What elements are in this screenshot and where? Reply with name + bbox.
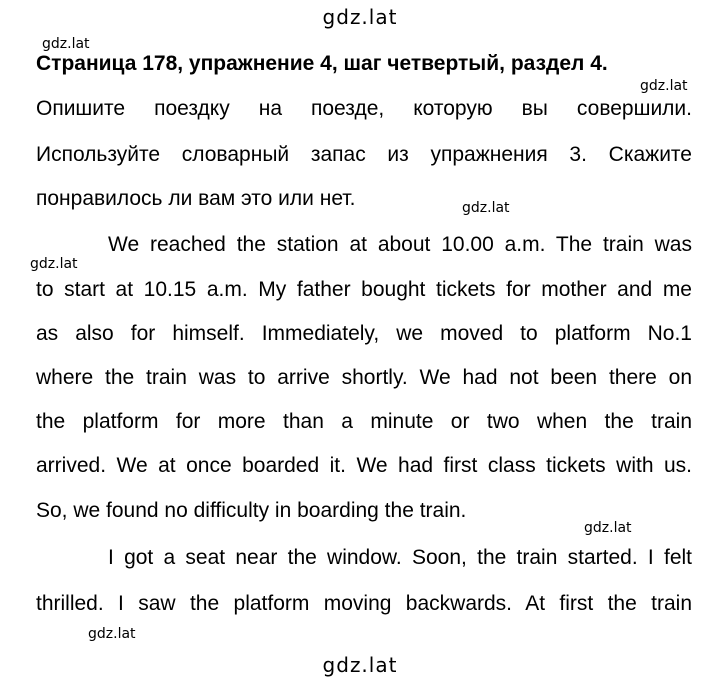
answer-line: where the train was to arrive shortly. We had not been there on — [36, 366, 692, 389]
watermark: gdz.lat — [88, 626, 136, 642]
answer-line: thrilled. I saw the platform moving backwards. At first the train — [36, 592, 692, 615]
watermark: gdz.lat — [584, 520, 632, 536]
task-line: Опишите поездку на поезде, которую вы совершили. — [36, 97, 692, 120]
task-line: понравилось ли вам это или нет. — [36, 187, 356, 210]
watermark: gdz.lat — [640, 78, 688, 94]
answer-line: the platform for more than a minute or two when the train — [36, 410, 692, 433]
watermark: gdz.lat — [462, 200, 510, 216]
watermark: gdz.lat — [30, 256, 78, 272]
watermark-bottom: gdz.lat — [322, 653, 398, 677]
answer-line: We reached the station at about 10.00 a.m. The train was — [108, 233, 692, 256]
answer-line: to start at 10.15 a.m. My father bought tickets for mother and me — [36, 278, 692, 301]
answer-line: as also for himself. Immediately, we moved to platform No.1 — [36, 322, 692, 345]
task-line: Используйте словарный запас из упражнения 3. Скажите — [36, 143, 692, 166]
answer-line: I got a seat near the window. Soon, the train started. I felt — [108, 546, 692, 569]
watermark: gdz.lat — [42, 36, 90, 52]
answer-line: arrived. We at once boarded it. We had first class tickets with us. — [36, 454, 692, 477]
watermark-top: gdz.lat — [322, 5, 398, 29]
page-heading: Страница 178, упражнение 4, шаг четвертый, раздел 4. — [36, 52, 608, 75]
answer-line: So, we found no difficulty in boarding the train. — [36, 499, 467, 522]
